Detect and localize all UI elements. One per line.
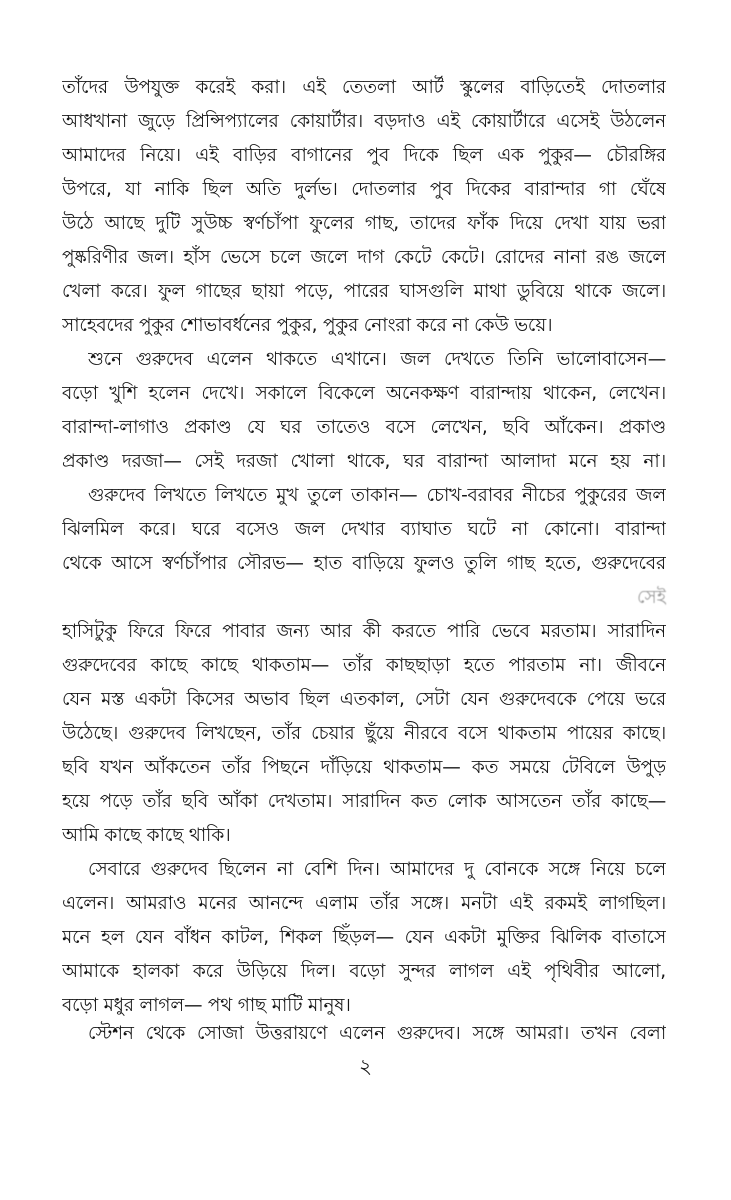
text-line-13: গুরুদেব লিখতে লিখতে মুখ তুলে তাকান— চোখ-বরাবর নীচের পুকুরের জল [88, 485, 666, 506]
text-line-17: হাসিটুকু ফিরে ফিরে পাবার জন্য আর কী করতে পারি ভেবে মরতাম। সারাদিন [62, 621, 666, 642]
text-line-5: উঠে আছে দুটি সুউচ্চ স্বর্ণচাঁপা ফুলের গাছ, তাদের ফাঁক দিয়ে দেখা যায় ভরা [62, 213, 666, 234]
text-line-2: আধখানা জুড়ে প্রিন্সিপ্যালের কোয়ার্টার। বড়দাও এই কোয়ার্টারে এসেই উঠলেন [62, 111, 666, 132]
text-line-1: তাঁদের উপযুক্ত করেই করা। এই তেতলা আর্ট স্কুলের বাড়িতেই দোতলার [62, 77, 666, 98]
text-line-19: যেন মস্ত একটা কিসের অভাব ছিল এতকাল, সেটা যেন গুরুদেবকে পেয়ে ভরে [62, 689, 666, 710]
text-line-20: উঠেছে। গুরুদেব লিখছেন, তাঁর চেয়ার ছুঁয়ে নীরবে বসে থাকতাম পায়ের কাছে। [62, 723, 666, 744]
text-line-6: পুষ্করিণীর জল। হাঁস ভেসে চলে জলে দাগ কেটে কেটে। রোদের নানা রঙ জলে [62, 247, 666, 268]
text-line-27: আমাকে হালকা করে উড়িয়ে দিল। বড়ো সুন্দর লাগল এই পৃথিবীর আলো, [62, 961, 666, 982]
text-line-28: বড়ো মধুর লাগল— পথ গাছ মাটি মানুষ। [62, 995, 351, 1016]
text-line-12: প্রকাণ্ড দরজা— সেই দরজা খোলা থাকে, ঘর বারান্দা আলাদা মনে হয় না। [62, 451, 666, 472]
text-line-25: এলেন। আমরাও মনের আনন্দে এলাম তাঁর সঙ্গে। মনটা এই রকমই লাগছিল। [62, 893, 666, 914]
text-line-14: ঝিলমিল করে। ঘরে বসেও জল দেখার ব্যাঘাত ঘটে না কোনো। বারান্দা [62, 519, 666, 540]
text-line-22: হয়ে পড়ে তাঁর ছবি আঁকা দেখতাম। সারাদিন কত লোক আসতেন তাঁর কাছে— [62, 791, 666, 812]
text-line-29: স্টেশন থেকে সোজা উত্তরায়ণে এলেন গুরুদেব। সঙ্গে আমরা। তখন বেলা [88, 1023, 666, 1044]
page-number: ২ [358, 1054, 372, 1078]
text-line-26: মনে হল যেন বাঁধন কাটল, শিকল ছিঁড়ল— যেন একটা মুক্তির ঝিলিক বাতাসে [62, 927, 666, 948]
text-line-3: আমাদের নিয়ে। এই বাড়ির বাগানের পুব দিকে ছিল এক পুকুর— চৌরঙ্গির [62, 145, 666, 166]
text-line-4: উপরে, যা নাকি ছিল অতি দুর্লভ। দোতলার পুব দিকের বারান্দার গা ঘেঁষে [62, 179, 666, 200]
text-line-9: শুনে গুরুদেব এলেন থাকতে এখানে। জল দেখতে তিনি ভালোবাসেন— [88, 349, 666, 370]
text-line-10: বড়ো খুশি হলেন দেখে। সকালে বিকেলে অনেকক্ষণ বারান্দায় থাকেন, লেখেন। [62, 383, 666, 404]
text-line-8: সাহেবদের পুকুর শোভাবর্ধনের পুকুর, পুকুর নোংরা করে না কেউ ভয়ে। [62, 315, 553, 336]
text-line-24: সেবারে গুরুদেব ছিলেন না বেশি দিন। আমাদের দু বোনকে সঙ্গে নিয়ে চলে [88, 859, 666, 880]
text-line-15: থেকে আসে স্বর্ণচাঁপার সৌরভ— হাত বাড়িয়ে ফুলও তুলি গাছ হতে, গুরুদেবের [62, 553, 666, 574]
text-line-21: ছবি যখন আঁকতেন তাঁর পিছনে দাঁড়িয়ে থাকতাম— কত সময়ে টেবিলে উপুড় [62, 757, 666, 778]
text-line-18: গুরুদেবের কাছে কাছে থাকতাম— তাঁর কাছছাড়া হতে পারতাম না। জীবনে [62, 655, 666, 676]
text-line-16-faded: সেই [637, 587, 666, 608]
text-line-11: বারান্দা-লাগাও প্রকাণ্ড যে ঘর তাতেও বসে লেখেন, ছবি আঁকেন। প্রকাণ্ড [62, 417, 666, 438]
text-line-7: খেলা করে। ফুল গাছের ছায়া পড়ে, পারের ঘাসগুলি মাথা ডুবিয়ে থাকে জলে। [62, 281, 666, 302]
text-line-23: আমি কাছে কাছে থাকি। [62, 825, 231, 846]
